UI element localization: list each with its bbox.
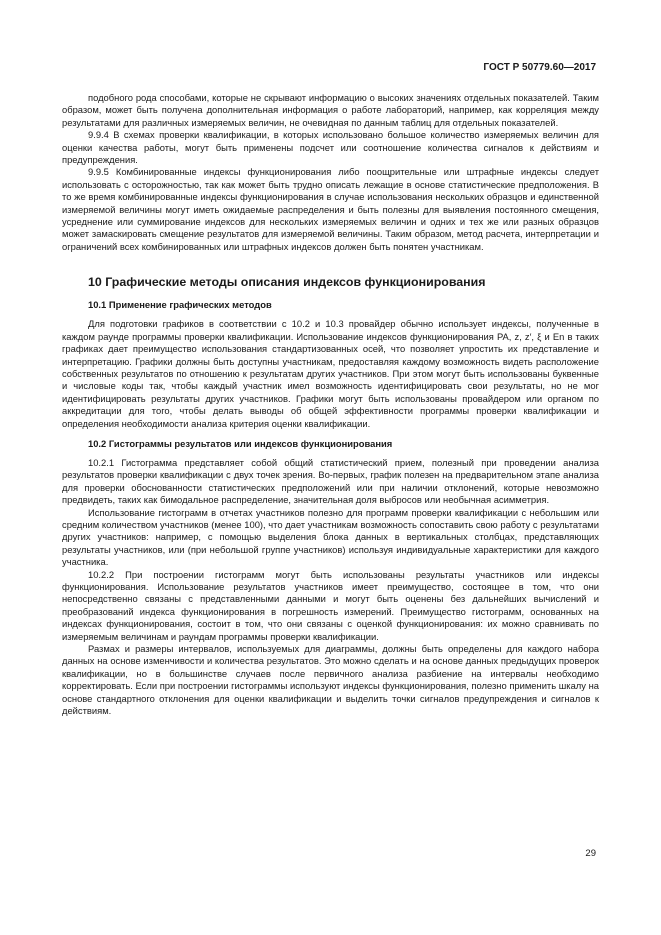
- page-number: 29: [585, 848, 596, 859]
- paragraph: 10.2.1 Гистограмма представляет собой общий статистический прием, полезный при проведении анализа результатов проверки квалификации с двух точек зрения. Во-первых, график полезен на предварительном этапе анализа для проверки обоснованности статистических предположений или при наличии отклонений, которые невозможно предвидеть, таких как бимодальное распределение, значительная доля выбросов или необычная асимметрия.: [62, 456, 599, 506]
- paragraph: подобного рода способами, которые не скрывают информацию о высоких значениях отдельных показателей. Таким образом, может быть получена дополнительная информация о работе лабораторий, например, как корреляция между результатами для различных измеряемых величин, не очевидная по данным таблиц для отдельных показателей.: [62, 92, 599, 128]
- subsection-heading: 10.2 Гистограммы результатов или индексов функционирования: [88, 437, 393, 449]
- subsection-heading: 10.1 Применение графических методов: [88, 299, 272, 311]
- paragraph: 9.9.5 Комбинированные индексы функционирования либо поощрительные или штрафные индексы следует использовать с осторожностью, так как может быть трудно описать лежащие в основе статистические предположения. В то же время комбинированные индексы функционирования в случае использования нескольких образцов и единственной измеряемой величины могут иметь ожидаемые распределения и быть полезны для выявления постоянного смещения, усреднение или суммирование индексов для нескольких измеряемых величин и одних и тех же или разных образцов может замаскировать смещение результатов для измеряемой величины. Таким образом, метод расчета, интерпретации и ограничений всех комбинированных или штрафных индексов должен быть понятен участникам.: [62, 166, 599, 252]
- paragraph: Размах и размеры интервалов, используемых для диаграммы, должны быть определены для каждого набора данных на основе изменчивости и количества результатов. Это можно сделать и на основе данных предыдущих проверок квалификации, но в большинстве случаев после первичного анализа разбиение на интервалы необходимо корректировать. Если при построении гистограммы используют индексы функционирования, полезно применить шкалу на основе стандартного отклонения для оценки квалификации и выделить точки сигналов предупреждения и сигналов к действиям.: [62, 643, 599, 717]
- paragraph: Для подготовки графиков в соответствии с 10.2 и 10.3 провайдер обычно использует индексы, полученные в каждом раунде программы проверки квалификации. Использование индексов функционирования PA, z, z′, ξ и En в таких графиках дает преимущество использования стандартизованных осей, что позволяет упростить их представление и интерпретацию. Графики должны быть доступны участникам, предоставляя каждому возможность видеть расположение собственных результатов по отношению к результатам других участников. При этом могут быть использованы буквенные и числовые коды так, чтобы каждый участник имел возможность идентифицировать свои результаты, но не мог идентифицировать результаты других участников. Графики могут быть использованы провайдером или органом по аккредитации для того, чтобы делать выводы об общей эффективности программы проверки квалификации и определения необходимости анализа критерия оценки квалификации.: [62, 318, 599, 429]
- paragraph: 9.9.4 В схемах проверки квалификации, в которых использовано большое количество измеряемых величин для оценки качества работы, могут быть применены подсчет или соотношение количества сигналов к действиям и предупреждения.: [62, 129, 599, 166]
- section-heading: 10 Графические методы описания индексов функционирования: [88, 275, 486, 290]
- page-body: [62, 92, 599, 717]
- paragraph: Использование гистограмм в отчетах участников полезно для программ проверки квалификации с небольшим или средним количеством участников (менее 100), что дает участникам возможность сопоставить свою работу с результатами других участников: например, с помощью выделения блока данных в вертикальных столбцах, представляющих результаты участников, или (при небольшой группе участников) используя индивидуальные характеристики для каждого участника.: [62, 506, 599, 568]
- paragraph: 10.2.2 При построении гистограмм могут быть использованы результаты участников или индексы функционирования. Использование результатов участников имеет преимущество, состоящее в том, что они непосредственно связаны с представленными данными и могут быть оценены без дальнейших вычислений и преобразований индекса функционирования в погрешность измерений. Преимущество гистограмм, основанных на индексах функционирования, состоит в том, что они связаны с оценкой функционирования: их можно сравнивать по измеряемым величинам и раундам программы проверки квалификации.: [62, 568, 599, 642]
- document-id: ГОСТ Р 50779.60—2017: [483, 62, 596, 73]
